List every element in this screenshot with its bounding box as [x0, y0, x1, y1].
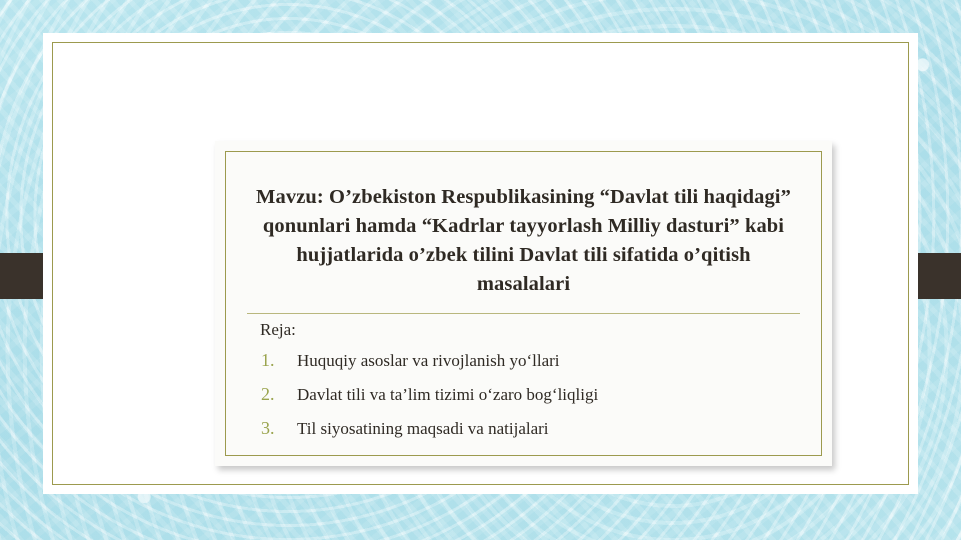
list-item: [260, 350, 790, 371]
content-card: [215, 141, 832, 466]
list-item-text: Davlat tili va ta’lim tizimi o‘zaro bog‘liqligi: [297, 385, 599, 404]
list-item: [260, 418, 790, 439]
list-item-number: 2.: [261, 384, 275, 404]
plan-label: Reja:: [260, 320, 296, 339]
title-divider: [247, 313, 800, 314]
slide-panel: [43, 33, 918, 494]
list-item-text: Huquqiy asoslar va rivojlanish yo‘llari: [297, 351, 560, 370]
slide-title: Mavzu: O’zbekiston Respublikasining “Davlat tili haqidagi” qonunlari hamda “Kadrlar tayyorlash Milliy dasturi” kabi hujjatlarida o’zbek tilini Davlat tili sifatida o’qitish masalalari: [256, 186, 791, 295]
list-item-number: 1.: [261, 350, 275, 370]
list-item-number: 3.: [261, 418, 275, 438]
list-item: [260, 384, 790, 405]
list-item-text: Til siyosatining maqsadi va natijalari: [297, 419, 549, 438]
plan-list: [260, 350, 790, 452]
